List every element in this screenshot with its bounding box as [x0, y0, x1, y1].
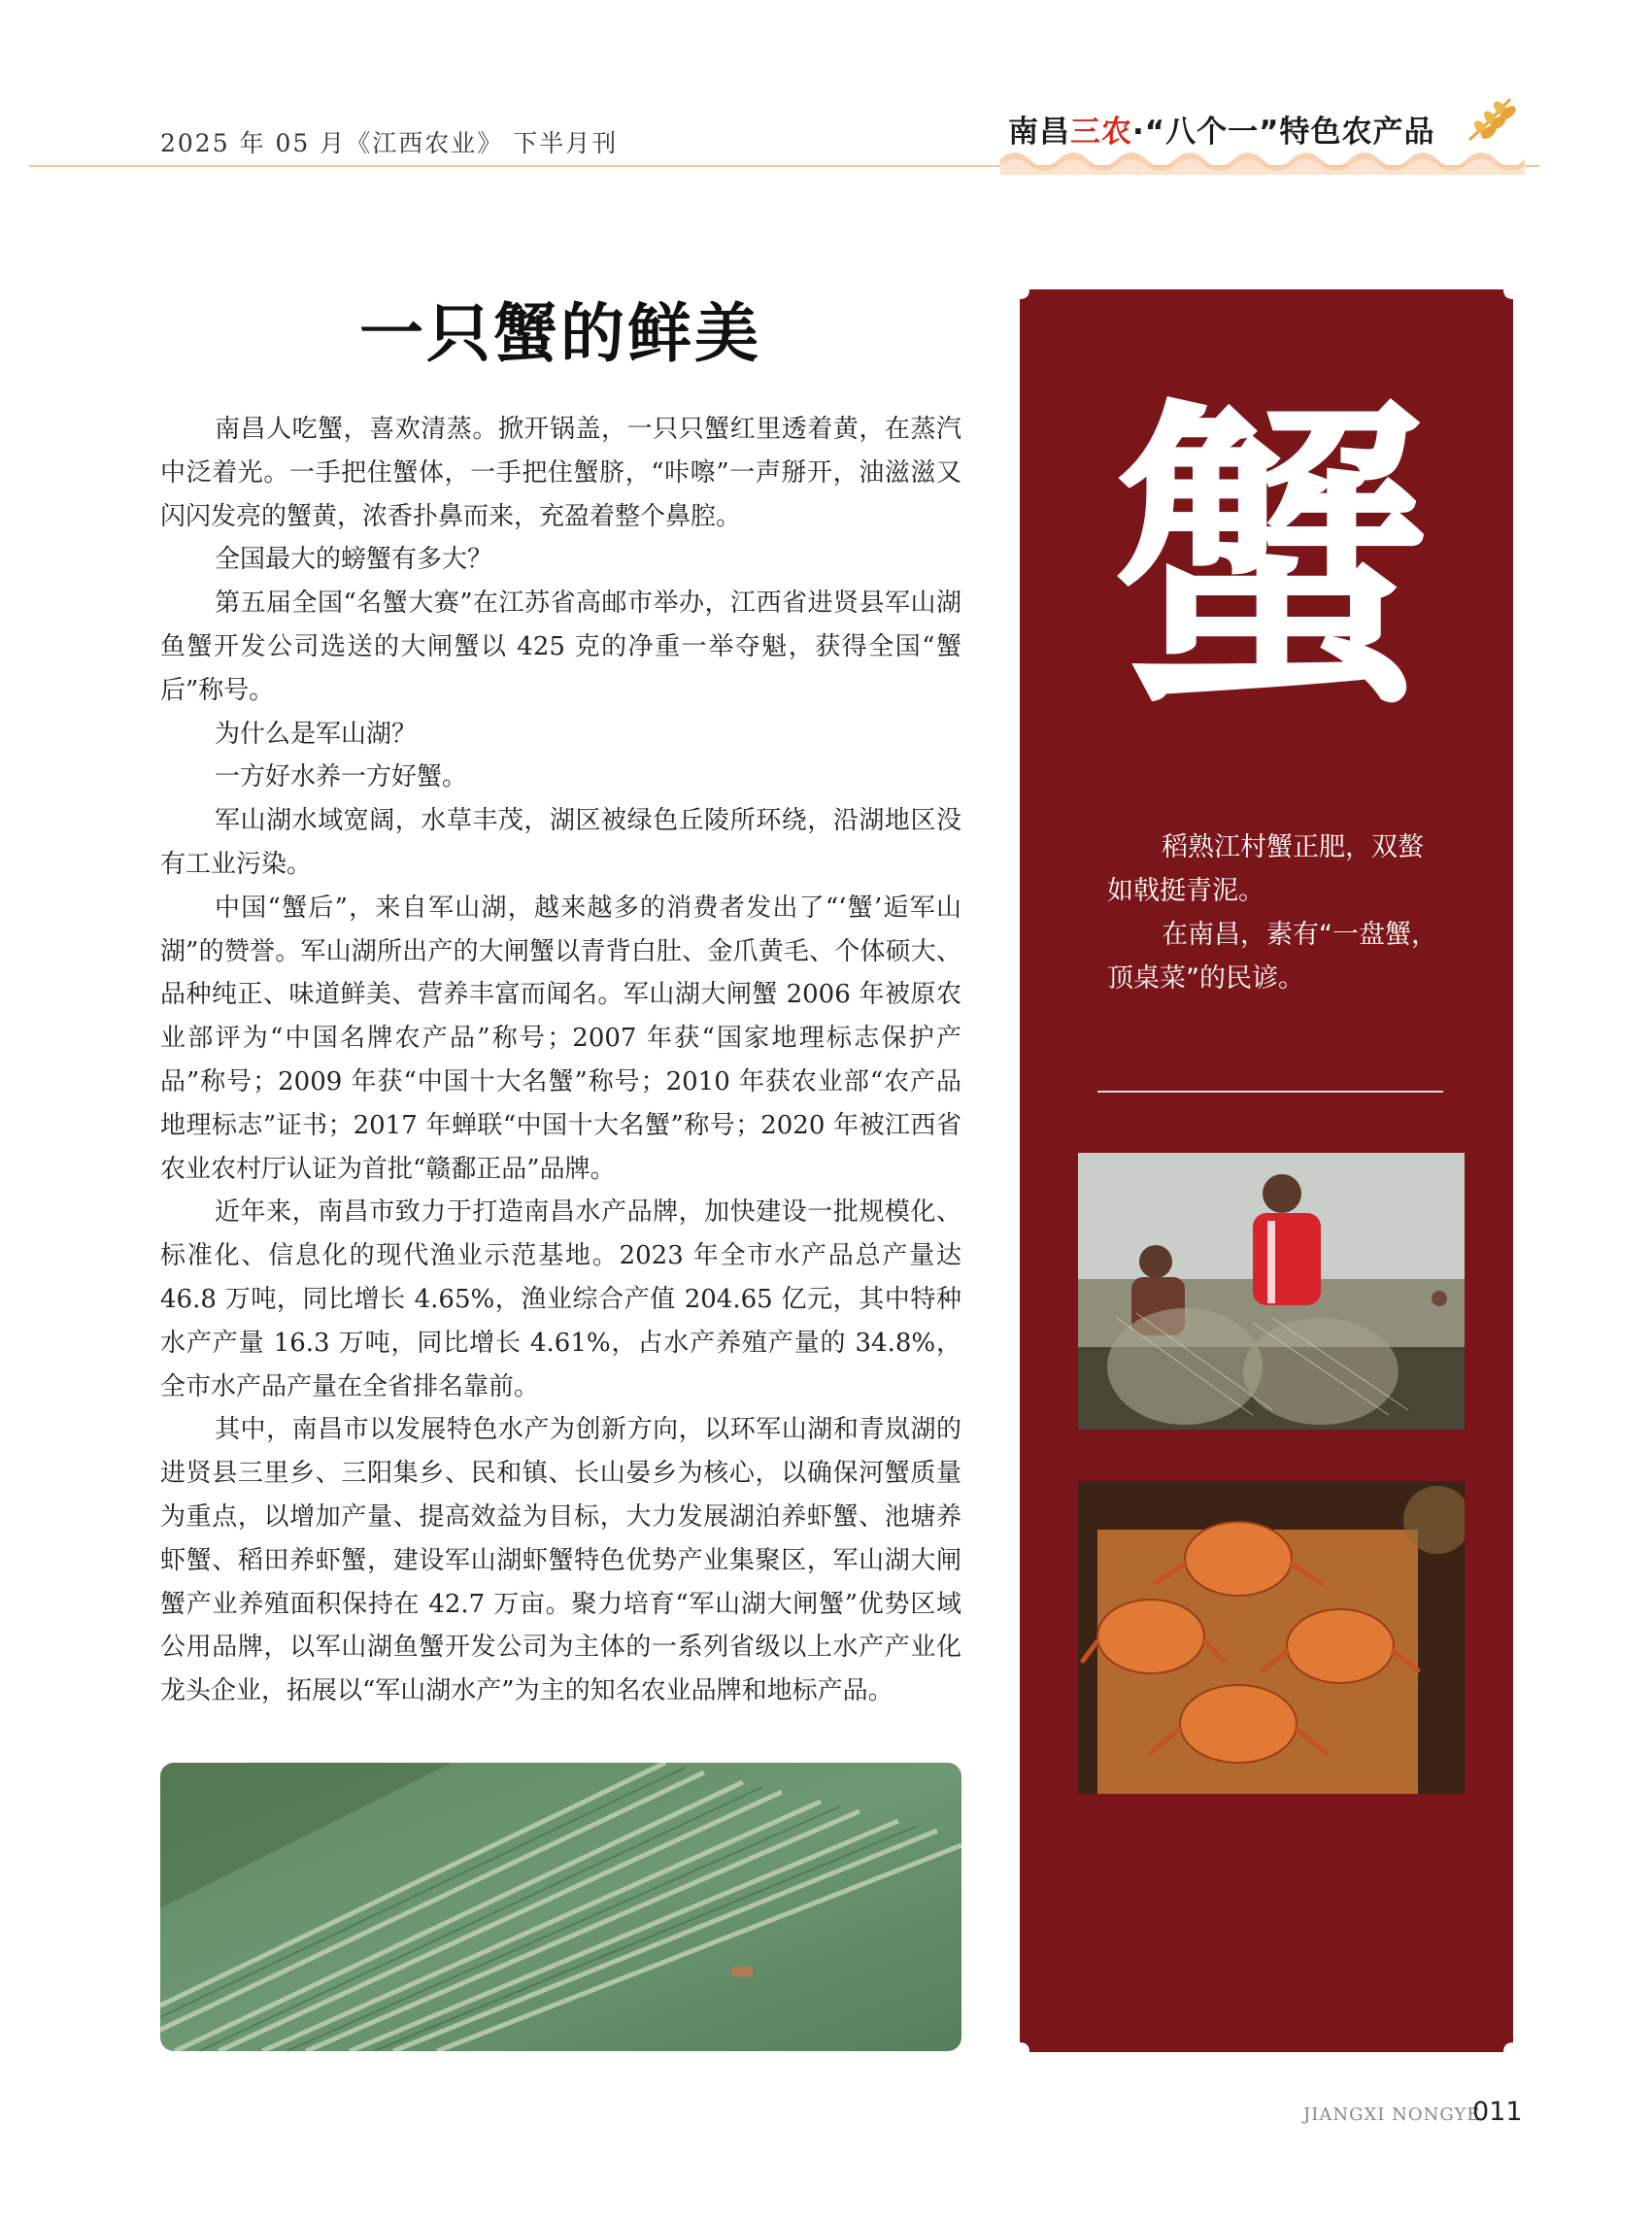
column-title-part2: 三农 [1070, 115, 1132, 150]
paragraph: 第五届全国“名蟹大赛”在江苏省高邮市举办，江西省进贤县军山湖鱼蟹开发公司选送的大闸蟹以 425 克的净重一举夺魁，获得全国“蟹后”称号。 [160, 589, 961, 705]
sidebar-divider [1097, 1091, 1443, 1093]
paragraph: 南昌人吃蟹，喜欢清蒸。掀开锅盖，一只只蟹红里透着黄，在蒸汽中泛着光。一手把住蟹体，一手把住蟹脐，“咔嚓”一声掰开，油滋滋又闪闪发亮的蟹黄，浓香扑鼻而来，充盈着整个鼻腔。 [160, 415, 961, 531]
sidebar-saying: 在南昌，素有“一盘蟹，顶桌菜”的民谚。 [1107, 920, 1437, 994]
sidebar-text [1107, 826, 1437, 1000]
paragraph: 一方好水养一方好蟹。 [215, 762, 468, 792]
steamed-crabs-photo [1078, 1481, 1465, 1794]
paragraph: 军山湖水域宽阔，水草丰茂，湖区被绿色丘陵所环绕，沿湖地区没有工业污染。 [160, 806, 961, 879]
column-title-part1: 南昌 [1008, 115, 1070, 150]
issue-info: 2025 年 05 月《江西农业》 下半月刊 [160, 129, 619, 157]
fishermen-crab-photo [1078, 1153, 1465, 1430]
paragraph: 全国最大的螃蟹有多大？ [215, 545, 493, 575]
article-body [160, 408, 961, 1713]
crab-calligraphy: 蟹 [1112, 370, 1433, 747]
paragraph: 为什么是军山湖？ [215, 719, 418, 749]
paragraph: 中国“蟹后”，来自军山湖，越来越多的消费者发出了“‘蟹’逅军山湖”的赞誉。军山湖所出产的大闸蟹以青背白肚、金爪黄毛、个体硕大、品种纯正、味道鲜美、营养丰富而闻名。军山湖大闸蟹 2006 年被原农业部评为“中国名牌农产品”称号；2007 年获“国家地理标志保护产品”称号；2009 年获“中国十大名蟹”称号；2010 年获农业部“农产品地理标志”证书；2017 年蝉联“中国十大名蟹”称号；2020 年被江西省农业农村厅认证为首批“赣鄱正品”品牌。 [160, 893, 961, 1184]
article-title: 一只蟹的鲜美 [359, 296, 761, 371]
aerial-crab-farm-photo [160, 1763, 961, 2051]
sidebar-poem: 稻熟江村蟹正肥，双螯如戟挺青泥。 [1107, 832, 1424, 906]
column-title-part3: ·“八个一”特色农产品 [1132, 115, 1435, 150]
column-title [1008, 107, 1435, 151]
wheat-icon [1462, 93, 1520, 144]
paragraph: 近年来，南昌市致力于打造南昌水产品牌，加快建设一批规模化、标准化、信息化的现代渔业示范基地。2023 年全市水产品总产量达 46.8 万吨，同比增长 4.65%，渔业综合产值 204.65 亿元，其中特种水产产量 16.3 万吨，同比增长 4.61%，占水产养殖产量的 34.8%，全市水产品产量在全省排名靠前。 [160, 1197, 961, 1401]
header-wave-decoration [1000, 146, 1525, 175]
magazine-name: JIANGXI NONGYE [1303, 2105, 1481, 2125]
paragraph: 其中，南昌市以发展特色水产为创新方向，以环军山湖和青岚湖的进贤县三里乡、三阳集乡、民和镇、长山晏乡为核心，以确保河蟹质量为重点，以增加产量、提高效益为目标，大力发展湖泊养虾蟹、池塘养虾蟹、稻田养虾蟹，建设军山湖虾蟹特色优势产业集聚区，军山湖大闸蟹产业养殖面积保持在 42.7 万亩。聚力培育“军山湖大闸蟹”优势区域公用品牌，以军山湖鱼蟹开发公司为主体的一系列省级以上水产产业化龙头企业，拓展以“军山湖水产”为主的知名农业品牌和地标产品。 [160, 1415, 961, 1706]
page-number: 011 [1472, 2097, 1523, 2127]
